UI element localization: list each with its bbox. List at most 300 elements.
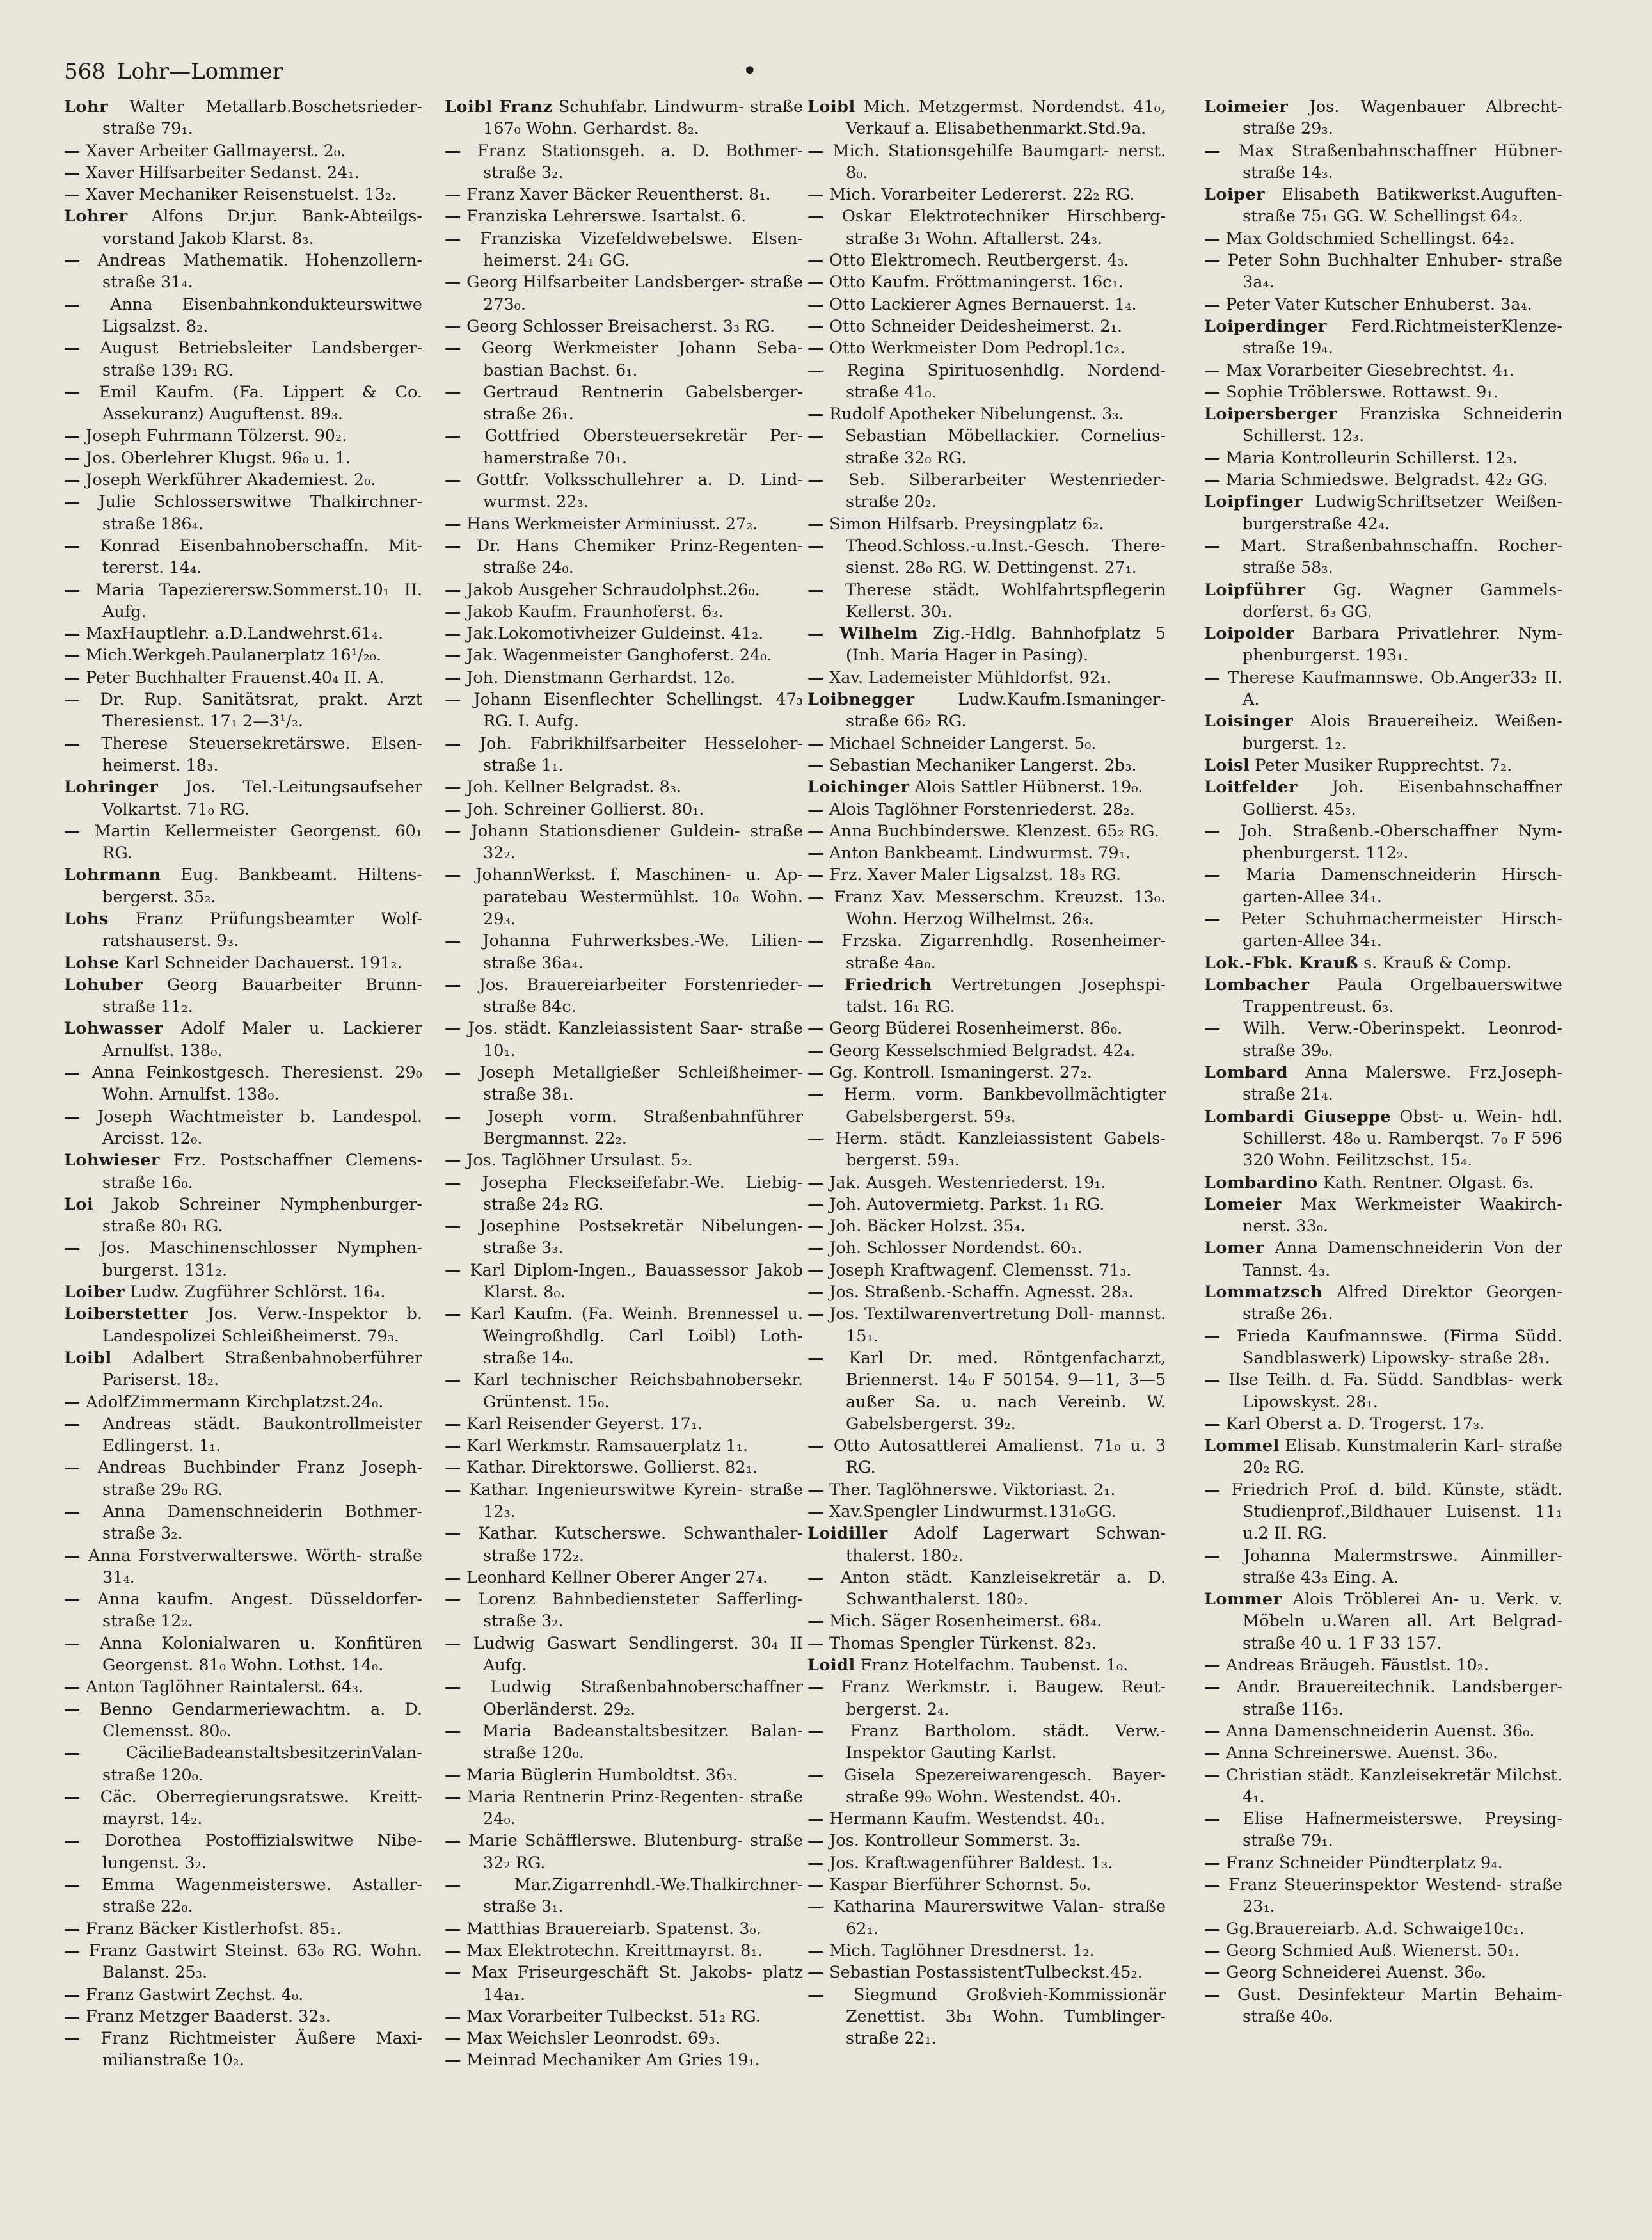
entry-surname: — — [64, 1985, 81, 2004]
entry-details: Jos. Oberlehrer Klugst. 96₀ u. 1. — [86, 448, 351, 468]
entry-surname: Loiper — [1204, 185, 1266, 205]
entry-surname: Lomeier — [1204, 1194, 1282, 1214]
entry-surname: — — [807, 1019, 824, 1039]
entry-details: Dr. Hans Chemiker Prinz-Regenten- straße 24₀. — [476, 536, 803, 578]
entry-surname: — — [807, 1809, 824, 1829]
entry-surname: — — [1204, 865, 1221, 885]
directory-entry — [64, 205, 422, 250]
directory-entry — [64, 491, 422, 535]
directory-entry — [64, 337, 422, 381]
entry-surname: Loibnegger — [807, 690, 915, 710]
entry-surname: — — [807, 1612, 824, 1631]
directory-entry — [1204, 974, 1562, 1018]
entry-surname: — — [445, 273, 461, 292]
entry-details: Joh. Straßenb.-Oberschaffner Nym- phenburgerst. 112₂. — [1240, 821, 1562, 863]
entry-surname: — — [1204, 1743, 1221, 1763]
directory-entry — [807, 1435, 1166, 1479]
entry-details: Ilse Teilh. d. Fa. Südd. Sandblas- werk Lipowskyst. 28₁. — [1228, 1370, 1562, 1412]
directory-entry — [807, 1633, 1166, 1654]
entry-details: Gertraud Rentnerin Gabelsberger- straße 26₁. — [483, 382, 803, 424]
directory-entry — [1204, 1918, 1562, 1940]
entry-surname: — — [807, 514, 824, 534]
entry-details: Konrad Eisenbahnoberschaffn. Mit- tererst. 14₄. — [100, 536, 422, 578]
entry-details: Anton städt. Kanzleisekretär a. D. Schwanthalerst. 180₂. — [840, 1567, 1166, 1610]
directory-entry — [445, 535, 803, 579]
entry-surname: — — [1204, 1940, 1221, 1960]
entry-details: Josepha Fleckseifefabr.-We. Liebig- straße 24₂ RG. — [482, 1172, 803, 1214]
entry-surname: Lohwieser — [64, 1151, 160, 1171]
entry-details: Joh. Kellner Belgradst. 8₃. — [466, 778, 682, 797]
entry-details: Mich. Stationsgehilfe Baumgart- nerst. 8₀. — [832, 141, 1166, 182]
entry-surname: — — [807, 1436, 824, 1456]
entry-surname: — — [807, 1831, 824, 1851]
entry-details: Georg Büderei Rosenheimerst. 86₀. — [829, 1019, 1123, 1039]
entry-details: Friedrich Prof. d. bild. Künste, städt. Studienprof.,Bildhauer Luisenst. 11₁ u.2 II. RG. — [1231, 1480, 1562, 1544]
directory-entry — [445, 820, 803, 865]
entry-surname: Lohuber — [64, 975, 143, 995]
entry-details: Anna Kolonialwaren u. Konfitüren Georgenst. 81₀ Wohn. Lothst. 14₀. — [99, 1633, 422, 1676]
directory-entry — [64, 644, 422, 666]
entry-surname: — — [64, 733, 81, 753]
entry-details: Joseph Metallgießer Schleißheimer- straße 38₁. — [479, 1063, 803, 1105]
entry-surname: — — [1204, 1326, 1221, 1346]
entry-surname: — — [445, 1019, 461, 1039]
entry-surname: — — [445, 821, 461, 841]
entry-surname: — — [445, 1677, 461, 1697]
directory-entry — [64, 1194, 422, 1238]
entry-surname: — — [445, 1590, 461, 1610]
directory-entry — [1204, 316, 1562, 360]
entry-surname: — — [807, 360, 824, 380]
directory-entry — [1204, 1676, 1562, 1720]
directory-entry — [445, 1435, 803, 1457]
directory-entry — [445, 2028, 803, 2049]
entry-surname: — — [1204, 1414, 1221, 1434]
entry-details: Jakob Schreiner Nymphenburger- straße 80₁ RG. — [102, 1194, 422, 1236]
entry-details: Siegmund Großvieh-Kommissionär Zenettist. 3b₁ Wohn. Tumblinger- straße 22₁. — [846, 1985, 1166, 2049]
entry-details: Vertretungen Josephspi- talst. 16₁ RG. — [846, 975, 1166, 1017]
entry-details: Jos. Textilwarenvertretung Doll- mannst. 15₁. — [829, 1304, 1166, 1346]
directory-entry — [64, 1545, 422, 1589]
entry-surname: — — [807, 1128, 824, 1148]
directory-entry — [445, 381, 803, 426]
entry-details: Peter Musiker Rupprechtst. 7₂. — [1255, 755, 1513, 775]
entry-details: Jak. Wagenmeister Ganghoferst. 24₀. — [466, 646, 772, 666]
entry-details: August Betriebsleiter Landsberger- straße 139₁ RG. — [100, 339, 422, 380]
entry-details: Georg Bauarbeiter Brunn- straße 11₂. — [102, 975, 422, 1017]
directory-entry — [1204, 864, 1562, 908]
entry-details: Matthias Brauereiarb. Spatenst. 3₀. — [466, 1919, 761, 1939]
entry-details: Ludwig Straßenbahnoberschaffner Oberländerst. 29₂. — [483, 1677, 803, 1719]
directory-entry — [807, 1764, 1166, 1809]
entry-details: Maria Büglerin Humboldtst. 36₃. — [466, 1765, 738, 1785]
entry-details: Rudolf Apotheker Nibelungenst. 3₃. — [829, 404, 1124, 424]
entry-surname: — — [1204, 1677, 1221, 1697]
entry-surname: — — [64, 185, 81, 205]
entry-surname: — — [445, 228, 461, 248]
entry-details: Joh. Fabrikhilfsarbeiter Hesseloher- straße 1₁. — [479, 733, 803, 775]
entry-surname: — — [445, 1765, 461, 1785]
entry-details: Anna Damenschneiderin Von der Tannst. 4₃. — [1243, 1238, 1562, 1280]
entry-details: Max Weichsler Leonrodst. 69₃. — [466, 2029, 720, 2049]
directory-entry — [1204, 667, 1562, 711]
entry-details: Josephine Postsekretär Nibelungen- straße 3₃. — [479, 1217, 803, 1258]
directory-entry — [807, 1040, 1166, 1062]
directory-entry — [807, 799, 1166, 820]
directory-entry — [64, 733, 422, 777]
entry-surname: — — [64, 339, 81, 358]
entry-surname: — — [1204, 382, 1221, 402]
directory-entry — [807, 205, 1166, 250]
entry-surname: — — [1204, 251, 1221, 271]
directory-entry — [64, 1984, 422, 2006]
entry-details: Sebastian Möbellackier. Cornelius- straße 32₀ RG. — [845, 426, 1166, 468]
entry-details: Mich.Werkgeh.Paulanerplatz 16¹/₂₀. — [86, 646, 381, 666]
entry-surname: — — [807, 1194, 824, 1214]
directory-entry — [807, 1260, 1166, 1281]
page-header — [64, 56, 1561, 97]
entry-surname: — — [445, 207, 461, 227]
entry-details: Franz Werkmstr. i. Baugew. Reut- bergerst. 2₄. — [841, 1677, 1166, 1719]
entry-surname: — — [1204, 1963, 1221, 1983]
directory-entry — [64, 974, 422, 1018]
directory-entry — [64, 2006, 422, 2028]
directory-entry — [445, 1588, 803, 1633]
directory-entry — [64, 908, 422, 952]
directory-entry — [807, 1172, 1166, 1194]
entry-details: Sophie Tröblerswe. Rottawst. 9₁. — [1226, 382, 1498, 402]
entry-surname: — — [445, 1524, 461, 1544]
directory-entry — [807, 1852, 1166, 1874]
entry-surname: — — [445, 536, 461, 556]
entry-surname: — — [1204, 1721, 1221, 1741]
entry-details: Andreas städt. Baukontrollmeister Edlingerst. 1₁. — [102, 1414, 422, 1456]
directory-entry — [64, 535, 422, 579]
entry-details: Kathar. Ingenieurswitwe Kyrein- straße 12₃. — [469, 1480, 803, 1521]
directory-entry — [1204, 623, 1562, 667]
entry-surname: — — [445, 1480, 461, 1500]
entry-details: Anton Bankbeamt. Lindwurmst. 79₁. — [829, 844, 1131, 863]
entry-surname: — — [807, 1633, 824, 1653]
entry-surname: Loibl — [64, 1348, 112, 1368]
entry-details: Anna Schreinerswe. Auenst. 36₀. — [1226, 1743, 1498, 1763]
entry-details: Jos. Maschinenschlosser Nymphen- burgerst. 131₂. — [100, 1238, 422, 1280]
entry-details: Emil Kaufm. (Fa. Lippert & Co. Assekuranz) Auguftenst. 89₃. — [99, 382, 422, 424]
directory-entry — [807, 974, 1166, 1018]
entry-details: Christian städt. Kanzleisekretär Milchst. 4₁. — [1226, 1765, 1562, 1807]
entry-surname: Lombacher — [1204, 975, 1310, 995]
entry-surname: — — [64, 448, 81, 468]
directory-entry — [445, 1260, 803, 1304]
directory-entry — [64, 1501, 422, 1545]
entry-details: Frz. Xaver Maler Ligsalzst. 18₃ RG. — [829, 865, 1122, 885]
entry-details: Benno Gendarmeriewachtm. a. D. Clemensst. 80₀. — [100, 1699, 422, 1741]
entry-surname: — — [445, 2006, 461, 2026]
entry-details: Johann Eisenflechter Schellingst. 47₃ RG. I. Aufg. — [473, 690, 803, 732]
directory-entry — [64, 667, 422, 689]
entry-details: Marie Schäfflerswe. Blutenburg- straße 32₂ RG. — [468, 1831, 803, 1873]
entry-details: Georg Kesselschmied Belgradst. 42₄. — [829, 1041, 1136, 1060]
directory-entry — [807, 1896, 1166, 1940]
entry-surname: — — [445, 1414, 461, 1434]
entry-surname: — — [64, 426, 81, 446]
directory-entry — [64, 469, 422, 491]
entry-details: Kaspar Bierführer Schornst. 5₀. — [829, 1875, 1092, 1895]
entry-details: Frzska. Zigarrenhdlg. Rosenheimer- straße 4a₀. — [841, 931, 1166, 973]
entry-details: Joh. Bäcker Holzst. 35₄. — [829, 1217, 1026, 1236]
directory-entry — [1204, 776, 1562, 820]
directory-entry — [445, 1940, 803, 1962]
directory-entry — [1204, 1874, 1562, 1918]
directory-entry — [445, 2049, 803, 2071]
directory-entry — [1204, 1808, 1562, 1852]
entry-surname: — — [1204, 294, 1221, 314]
entry-details: Michael Schneider Langerst. 5₀. — [829, 733, 1097, 753]
directory-entry — [807, 1084, 1166, 1128]
entry-surname: — — [807, 1348, 824, 1368]
entry-details: Kathar. Direktorswe. Gollierst. 82₁. — [466, 1458, 758, 1478]
entry-details: Dorothea Postoffizialswitwe Nibe- lungenst. 3₂. — [102, 1831, 422, 1873]
entry-surname: — — [445, 141, 461, 161]
entry-surname: — — [64, 821, 81, 841]
entry-surname: Loiber — [64, 1283, 125, 1302]
entry-details: Ludwig Gaswart Sendlingerst. 30₄ II Aufg. — [473, 1633, 803, 1676]
directory-entry — [807, 1194, 1166, 1215]
entry-details: Maria Rentnerin Prinz-Regenten- straße 24₀. — [467, 1787, 803, 1829]
directory-entry — [807, 930, 1166, 974]
directory-entry — [807, 96, 1166, 140]
entry-surname: — — [807, 426, 824, 446]
entry-details: Martin Kellermeister Georgenst. 60₁ RG. — [94, 821, 422, 863]
entry-surname: — — [807, 1940, 824, 1960]
directory-entry — [64, 1918, 422, 1940]
directory-entry — [445, 1764, 803, 1786]
entry-surname: — — [445, 1107, 461, 1126]
directory-entry — [64, 952, 422, 974]
entry-details: Franziska Lehrerswe. Isartalst. 6. — [466, 207, 747, 227]
directory-entry — [445, 1018, 803, 1062]
entry-surname: — — [807, 339, 824, 358]
directory-entry — [807, 1303, 1166, 1347]
directory-entry — [807, 1940, 1166, 1962]
entry-surname: — — [64, 1875, 81, 1895]
entry-surname: — — [807, 1677, 824, 1697]
entry-surname: — — [445, 624, 461, 644]
entry-details: Xav.Spengler Lindwurmst.131₀GG. — [829, 1502, 1116, 1521]
entry-details: Johann Stationsdiener Guldein- straße 32₂. — [471, 821, 803, 863]
entry-surname: — — [445, 1304, 461, 1324]
entry-surname: — — [445, 1919, 461, 1939]
directory-entry — [64, 689, 422, 733]
directory-entry — [445, 1676, 803, 1720]
entry-surname: — — [1204, 1019, 1221, 1039]
entry-details: MaxHauptlehr. a.D.Landwehrst.61₄. — [86, 624, 384, 644]
entry-details: Hans Werkmeister Arminiusst. 27₂. — [466, 514, 758, 534]
entry-details: Jos. Brauereiarbeiter Forstenrieder- straße 84c. — [479, 975, 803, 1017]
entry-details: Mich. Säger Rosenheimerst. 68₄. — [829, 1612, 1102, 1631]
directory-entry — [807, 1128, 1166, 1172]
entry-surname: — — [64, 141, 81, 161]
directory-entry — [807, 1676, 1166, 1720]
entry-surname: — — [1204, 1656, 1221, 1676]
directory-entry — [64, 1237, 422, 1281]
entry-details: Max Elektrotechn. Kreittmayrst. 8₁. — [466, 1940, 763, 1960]
directory-entry — [1204, 1413, 1562, 1435]
entry-surname: — — [445, 602, 461, 621]
entry-details: Peter Sohn Buchhalter Enhuber- straße 3a₄. — [1227, 251, 1562, 292]
directory-entry — [1204, 1062, 1562, 1106]
entry-surname: — Friedrich — [807, 975, 932, 995]
entry-surname: Loisl — [1204, 755, 1250, 775]
directory-entry — [1204, 579, 1562, 623]
entry-surname: — — [445, 1633, 461, 1653]
entry-surname: — — [445, 865, 461, 885]
entry-details: Karl Schneider Dachauerst. 191₂. — [124, 953, 402, 973]
directory-entry — [1204, 1852, 1562, 1874]
entry-surname: — — [807, 536, 824, 556]
entry-details: Jos. städt. Kanzleiassistent Saar- straße 10₁. — [468, 1019, 803, 1060]
directory-entry — [64, 820, 422, 865]
entry-details: Karl Reisender Geyerst. 17₁. — [466, 1414, 703, 1434]
directory-entry — [64, 1457, 422, 1501]
directory-entry — [1204, 1984, 1562, 2028]
entry-details: Wilh. Verw.-Oberinspekt. Leonrod- straße 39₀. — [1243, 1019, 1562, 1060]
directory-entry — [1204, 1281, 1562, 1325]
entry-details: Zig.-Hdlg. Bahnhofplatz 5 (Inh. Maria Hager in Pasing). — [846, 624, 1166, 666]
entry-details: Schuhfabr. Lindwurm- straße 167₀ Wohn. Gerhardst. 8₂. — [483, 97, 803, 139]
entry-surname: — — [445, 514, 461, 534]
entry-surname: — — [807, 1085, 824, 1105]
entry-surname: — — [807, 799, 824, 819]
directory-entry — [64, 250, 422, 294]
entry-surname: — — [64, 1787, 81, 1807]
directory-entry — [1204, 535, 1562, 579]
directory-entry — [445, 644, 803, 666]
entry-details: Franziska Vizefeldwebelswe. Elsen- heimerst. 24₁ GG. — [480, 228, 803, 271]
entry-surname: — — [64, 1414, 81, 1434]
entry-surname: Loiperdinger — [1204, 316, 1327, 336]
entry-surname: — — [445, 733, 461, 753]
entry-details: Hermann Kaufm. Westendst. 40₁. — [829, 1809, 1106, 1829]
entry-details: Joseph Fuhrmann Tölzerst. 90₂. — [86, 426, 347, 446]
directory-entry — [64, 1676, 422, 1698]
column-1 — [64, 96, 422, 2221]
entry-details: Maria Badeanstaltsbesitzer. Balan- straße 120₀. — [482, 1721, 803, 1763]
directory-entry — [1204, 1435, 1562, 1479]
entry-surname: Loisinger — [1204, 712, 1294, 732]
directory-entry — [445, 601, 803, 623]
directory-entry — [64, 864, 422, 908]
entry-surname: — — [1204, 1546, 1221, 1565]
directory-entry — [64, 140, 422, 162]
directory-entry — [445, 974, 803, 1018]
entry-surname: — — [807, 141, 824, 161]
entry-surname: — — [807, 1502, 824, 1521]
entry-surname: — — [64, 492, 81, 512]
directory-entry — [807, 1479, 1166, 1501]
entry-details: Max Straßenbahnschaffner Hübner- straße 14₃. — [1238, 141, 1562, 182]
entry-details: Jos. Verw.-Inspektor b. Landespolizei Schleißheimerst. 79₃. — [102, 1304, 422, 1346]
entry-details: Julie Schlosserswitwe Thalkirchner- straße 186₄. — [99, 492, 422, 534]
entry-details: Oskar Elektrotechniker Hirschberg- straße 3₁ Wohn. Aftallerst. 24₃. — [841, 207, 1166, 248]
entry-surname: — — [445, 1436, 461, 1456]
directory-entry — [1204, 1545, 1562, 1589]
entry-details: Joh. Autovermietg. Parkst. 1₁ RG. — [829, 1194, 1105, 1214]
entry-details: Franz Gastwirt Zechst. 4₀. — [86, 1985, 304, 2004]
directory-entry — [807, 776, 1166, 798]
directory-entry — [807, 864, 1166, 886]
entry-surname: — — [64, 646, 81, 666]
entry-surname: — — [807, 1897, 824, 1917]
entry-details: Kathar. Kutscherswe. Schwanthaler- straße 172₂. — [478, 1524, 803, 1565]
entry-details: Gg. Kontroll. Ismaningerst. 27₂. — [829, 1063, 1092, 1083]
entry-surname: — — [64, 1677, 81, 1697]
directory-entry — [445, 1062, 803, 1106]
directory-entry — [64, 1874, 422, 1918]
entry-details: Thomas Spengler Türkenst. 82₃. — [829, 1633, 1097, 1653]
entry-surname: — — [445, 1721, 461, 1741]
entry-details: Jos. Kontrolleur Sommerst. 3₂. — [829, 1831, 1081, 1851]
entry-surname: — — [64, 1919, 81, 1939]
directory-entry — [1204, 1194, 1562, 1238]
entry-details: LudwigSchriftsetzer Weißen- burgerstraße 42₄. — [1243, 492, 1562, 534]
entry-details: Maria Kontrolleurin Schillerst. 12₃. — [1226, 448, 1518, 468]
entry-surname: — — [807, 470, 824, 490]
page-number: 568 — [64, 59, 106, 84]
directory-entry — [64, 1149, 422, 1194]
directory-entry — [807, 513, 1166, 535]
directory-entry — [445, 205, 803, 227]
entry-details: Lorenz Bahnbediensteter Safferling- straße 3₂. — [478, 1590, 803, 1631]
entry-surname: — — [445, 1063, 461, 1083]
directory-entry — [807, 1237, 1166, 1259]
entry-surname: — — [807, 1172, 824, 1192]
entry-details: Ferd.RichtmeisterKlenze- straße 19₄. — [1243, 316, 1562, 358]
entry-surname: — Wilhelm — [807, 624, 918, 644]
entry-details: Gg.Brauereiarb. A.d. Schwaige10c₁. — [1226, 1919, 1525, 1939]
entry-surname: — — [1204, 821, 1221, 841]
directory-entry — [445, 1523, 803, 1567]
entry-details: CäcilieBadeanstaltsbesitzerinValan- straße 120₀. — [102, 1743, 422, 1785]
entry-surname: — — [64, 1590, 81, 1610]
entry-details: Sebastian PostassistentTulbeckst.45₂. — [829, 1963, 1143, 1983]
entry-surname: — — [807, 844, 824, 863]
entry-details: Elise Hafnermeisterswe. Preysing- straße 79₁. — [1243, 1809, 1562, 1851]
entry-details: Karl Oberst a. D. Trogerst. 17₃. — [1226, 1414, 1485, 1434]
entry-details: Franz Metzger Baaderst. 32₃. — [86, 2006, 331, 2026]
directory-entry — [807, 140, 1166, 184]
entry-details: Maria Schmiedswe. Belgradst. 42₂ GG. — [1226, 470, 1548, 490]
directory-entry — [1204, 294, 1562, 316]
directory-entry — [445, 864, 803, 930]
entry-surname: — — [445, 470, 461, 490]
directory-entry — [64, 425, 422, 447]
directory-entry — [1204, 491, 1562, 535]
entry-details: Joseph Kraftwagenf. Clemensst. 71₃. — [829, 1260, 1132, 1280]
entry-details: Theod.Schloss.-u.Inst.-Gesch. There- sienst. 28₀ RG. W. Dettingenst. 27₁. — [846, 536, 1166, 578]
entry-details: Franz Bäcker Kistlerhofst. 85₁. — [86, 1919, 342, 1939]
entry-surname: — — [445, 580, 461, 600]
directory-entry — [1204, 1018, 1562, 1062]
entry-surname: — — [64, 1502, 81, 1521]
entry-details: Adalbert Straßenbahnoberführer Pariserst. 18₂. — [102, 1348, 422, 1390]
entry-surname: Loiberstetter — [64, 1304, 189, 1324]
entry-surname: — — [64, 1392, 81, 1412]
directory-entry — [64, 579, 422, 623]
entry-surname: — — [807, 733, 824, 753]
directory-entry — [1204, 381, 1562, 403]
entry-details: Jos. Tel.-Leitungsaufseher Volkartst. 71₀ RG. — [102, 778, 422, 819]
